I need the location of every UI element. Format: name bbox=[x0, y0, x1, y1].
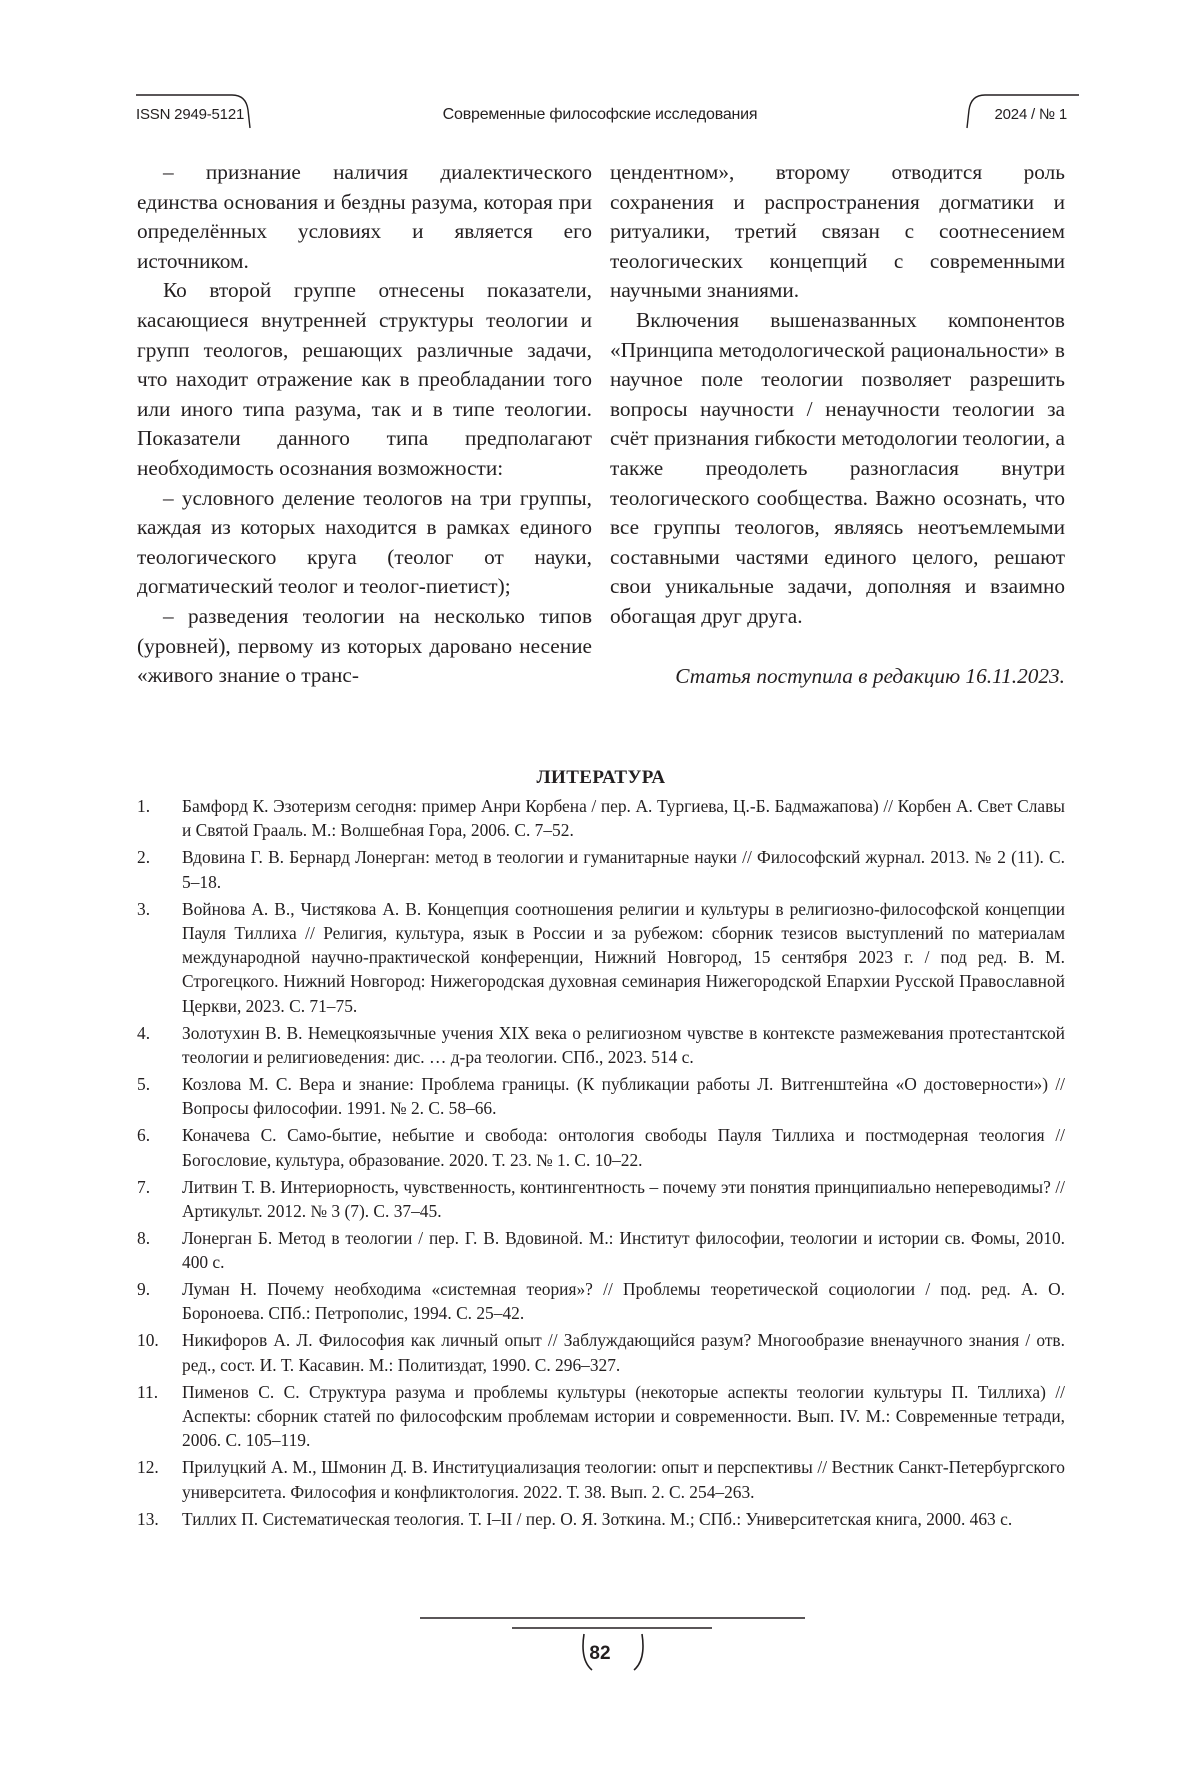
reference-text: Литвин Т. В. Интериорность, чувственность, контингентность – почему эти понятия принципиально непереводимы? // Артикульт. 2012. № 3 (7). С. 37–45. bbox=[182, 1176, 1065, 1221]
reference-number: 9. bbox=[137, 1279, 151, 1300]
reference-item bbox=[137, 897, 1065, 1018]
reference-number: 3. bbox=[137, 898, 151, 919]
reference-text: Тиллих П. Систематическая теология. Т. I–II / пер. О. Я. Зоткина. М.; СПб.: Университетская книга, 2000. 463 с. bbox=[182, 1508, 1013, 1529]
reference-number: 4. bbox=[137, 1022, 151, 1043]
reference-number: 13. bbox=[137, 1508, 159, 1529]
reference-number: 10. bbox=[137, 1330, 159, 1351]
reference-item bbox=[137, 1123, 1065, 1172]
reference-text: Бамфорд К. Эзотеризм сегодня: пример Анри Корбена / пер. А. Тургиева, Ц.-Б. Бадмажапова) // Корбен А. Свет Славы и Святой Грааль. М.: Волшебная Гора, 2006. С. 7–52. bbox=[182, 796, 1065, 841]
issue-number: 2024 / № 1 bbox=[994, 106, 1067, 123]
reference-text: Коначева С. Само-бытие, небытие и свобода: онтология свободы Пауля Тиллиха и постмодерная теология // Богословие, культура, образование. 2020. Т. 23. № 1. С. 10–22. bbox=[182, 1125, 1065, 1170]
reference-number: 12. bbox=[137, 1457, 159, 1478]
reference-item bbox=[137, 1226, 1065, 1275]
reference-number: 1. bbox=[137, 796, 151, 816]
reference-item bbox=[137, 794, 1065, 843]
reference-number: 11. bbox=[137, 1381, 159, 1402]
page-footer bbox=[0, 1600, 1200, 1680]
reference-number: 6. bbox=[137, 1125, 151, 1146]
reference-item bbox=[137, 1072, 1065, 1121]
reference-text: Луман Н. Почему необходима «системная теория»? // Проблемы теоретической социологии / под. ред. А. О. Бороноева. СПб.: Петрополис, 1994. С. 25–42. bbox=[182, 1279, 1065, 1324]
reference-text: Войнова А. В., Чистякова А. В. Концепция соотношения религии и культуры в религиозно-философской концепции Пауля Тиллиха // Религия, культура, язык в России и за рубежом: сборник тезисов выступлений по материалам международной научно-практической конференции, Нижний Новгород, 15 сентября 2023 г. / под ред. В. М. Строгецкого. Нижний Новгород: Нижегородская духовная семинария Нижегородской Епархии Русской Православной Церкви, 2023. С. 71–75. bbox=[182, 898, 1065, 1016]
reference-item bbox=[137, 1507, 1065, 1531]
references-list bbox=[137, 794, 1065, 1531]
reference-text: Вдовина Г. В. Бернард Лонерган: метод в теологии и гуманитарные науки // Философский журнал. 2013. № 2 (11). С. 5–18. bbox=[182, 847, 1065, 892]
references-section bbox=[137, 764, 1065, 1534]
reference-number: 7. bbox=[137, 1176, 151, 1197]
reference-item bbox=[137, 1455, 1065, 1504]
paragraph: – разведения теологии на несколько типов (уровней), первому из которых даровано несение «живого знание о транс- bbox=[137, 603, 592, 688]
page-number: 82 bbox=[589, 1643, 611, 1664]
issn: ISSN 2949-5121 bbox=[136, 106, 245, 123]
right-column bbox=[610, 158, 1065, 691]
reference-number: 8. bbox=[137, 1227, 151, 1248]
running-header bbox=[0, 0, 1200, 150]
reference-text: Золотухин В. В. Немецкоязычные учения XIX века о религиозном чувстве в контексте размежевания протестантской теологии и религиоведения: дис. … д-ра теологии. СПб., 2023. 514 с. bbox=[182, 1022, 1065, 1068]
journal-title: Современные философские исследования bbox=[442, 106, 758, 123]
reference-text: Пименов С. С. Структура разума и проблемы культуры (некоторые аспекты теологии культуры П. Тиллиха) // Аспекты: сборник статей по философским проблемам истории и современности. Вып. IV. М.: Современные тетради, 2006. С. 105–119. bbox=[182, 1381, 1065, 1451]
reference-item bbox=[137, 1175, 1065, 1224]
reference-text: Прилуцкий А. М., Шмонин Д. В. Институциализация теологии: опыт и перспективы // Вестник Санкт-Петербургского университета. Философия и конфликтология. 2022. Т. 38. Вып. 2. С. 254–263. bbox=[182, 1457, 1065, 1502]
reference-text: Никифоров А. Л. Философия как личный опыт // Заблуждающийся разум? Многообразие вненаучного знания / отв. ред., сост. И. Т. Касавин. М.: Политиздат, 1990. С. 296–327. bbox=[182, 1330, 1065, 1375]
reference-item bbox=[137, 845, 1065, 894]
left-column bbox=[137, 158, 592, 691]
header-rule bbox=[0, 0, 1200, 150]
reference-number: 5. bbox=[137, 1074, 151, 1095]
reference-text: Козлова М. С. Вера и знание: Проблема границы. (К публикации работы Л. Витгенштейна «О достоверности») // Вопросы философии. 1991. № 2. С. 58–66. bbox=[182, 1074, 1065, 1119]
paragraph: – признание наличия диалектического единства основания и бездны разума, которая при определённых условиях и является его источником. bbox=[137, 160, 592, 273]
received-date: Статья поступила в редакцию 16.11.2023. bbox=[675, 663, 1065, 688]
paragraph: Включения вышеназванных компонентов «Принципа методологической рациональности» в научное поле теологии позволяет разрешить вопросы научности / ненаучности теологии за счёт признания гибкости методологии теологии, а также преодолеть разногласия внутри теологического сообщества. Важно осознать, что все группы теологов, являясь неотъемлемыми составными частями единого целого, решают свои уникальные задачи, дополняя и взаимно обогащая друг друга. bbox=[610, 307, 1065, 628]
reference-item bbox=[137, 1328, 1065, 1377]
references-title: ЛИТЕРАТУРА bbox=[536, 767, 666, 788]
article-body bbox=[137, 158, 1065, 691]
reference-number: 2. bbox=[137, 847, 151, 868]
reference-item bbox=[137, 1021, 1065, 1070]
reference-text: Лонерган Б. Метод в теологии / пер. Г. В. Вдовиной. М.: Институт философии, теологии и истории св. Фомы, 2010. 400 с. bbox=[182, 1227, 1065, 1273]
reference-item bbox=[137, 1277, 1065, 1326]
reference-item bbox=[137, 1380, 1065, 1453]
footer-rule bbox=[0, 1600, 1200, 1680]
paragraph: цендентном», второму отводится роль сохранения и распространения догматики и ритуалики, третий связан с соотнесением теологических концепций с современными научными знаниями. bbox=[610, 160, 1065, 303]
paragraph: Ко второй группе отнесены показатели, касающиеся внутренней структуры теологии и групп теологов, решающих различные задачи, что находит отражение как в преобладании того или иного типа разума, так и в типе теологии. Показатели данного типа предполагают необходимость осознания возможности: bbox=[137, 278, 592, 480]
paragraph: – условного деление теологов на три группы, каждая из которых находится в рамках единого теологического круга (теолог от науки, догматический теолог и теолог-пиетист); bbox=[137, 485, 592, 599]
